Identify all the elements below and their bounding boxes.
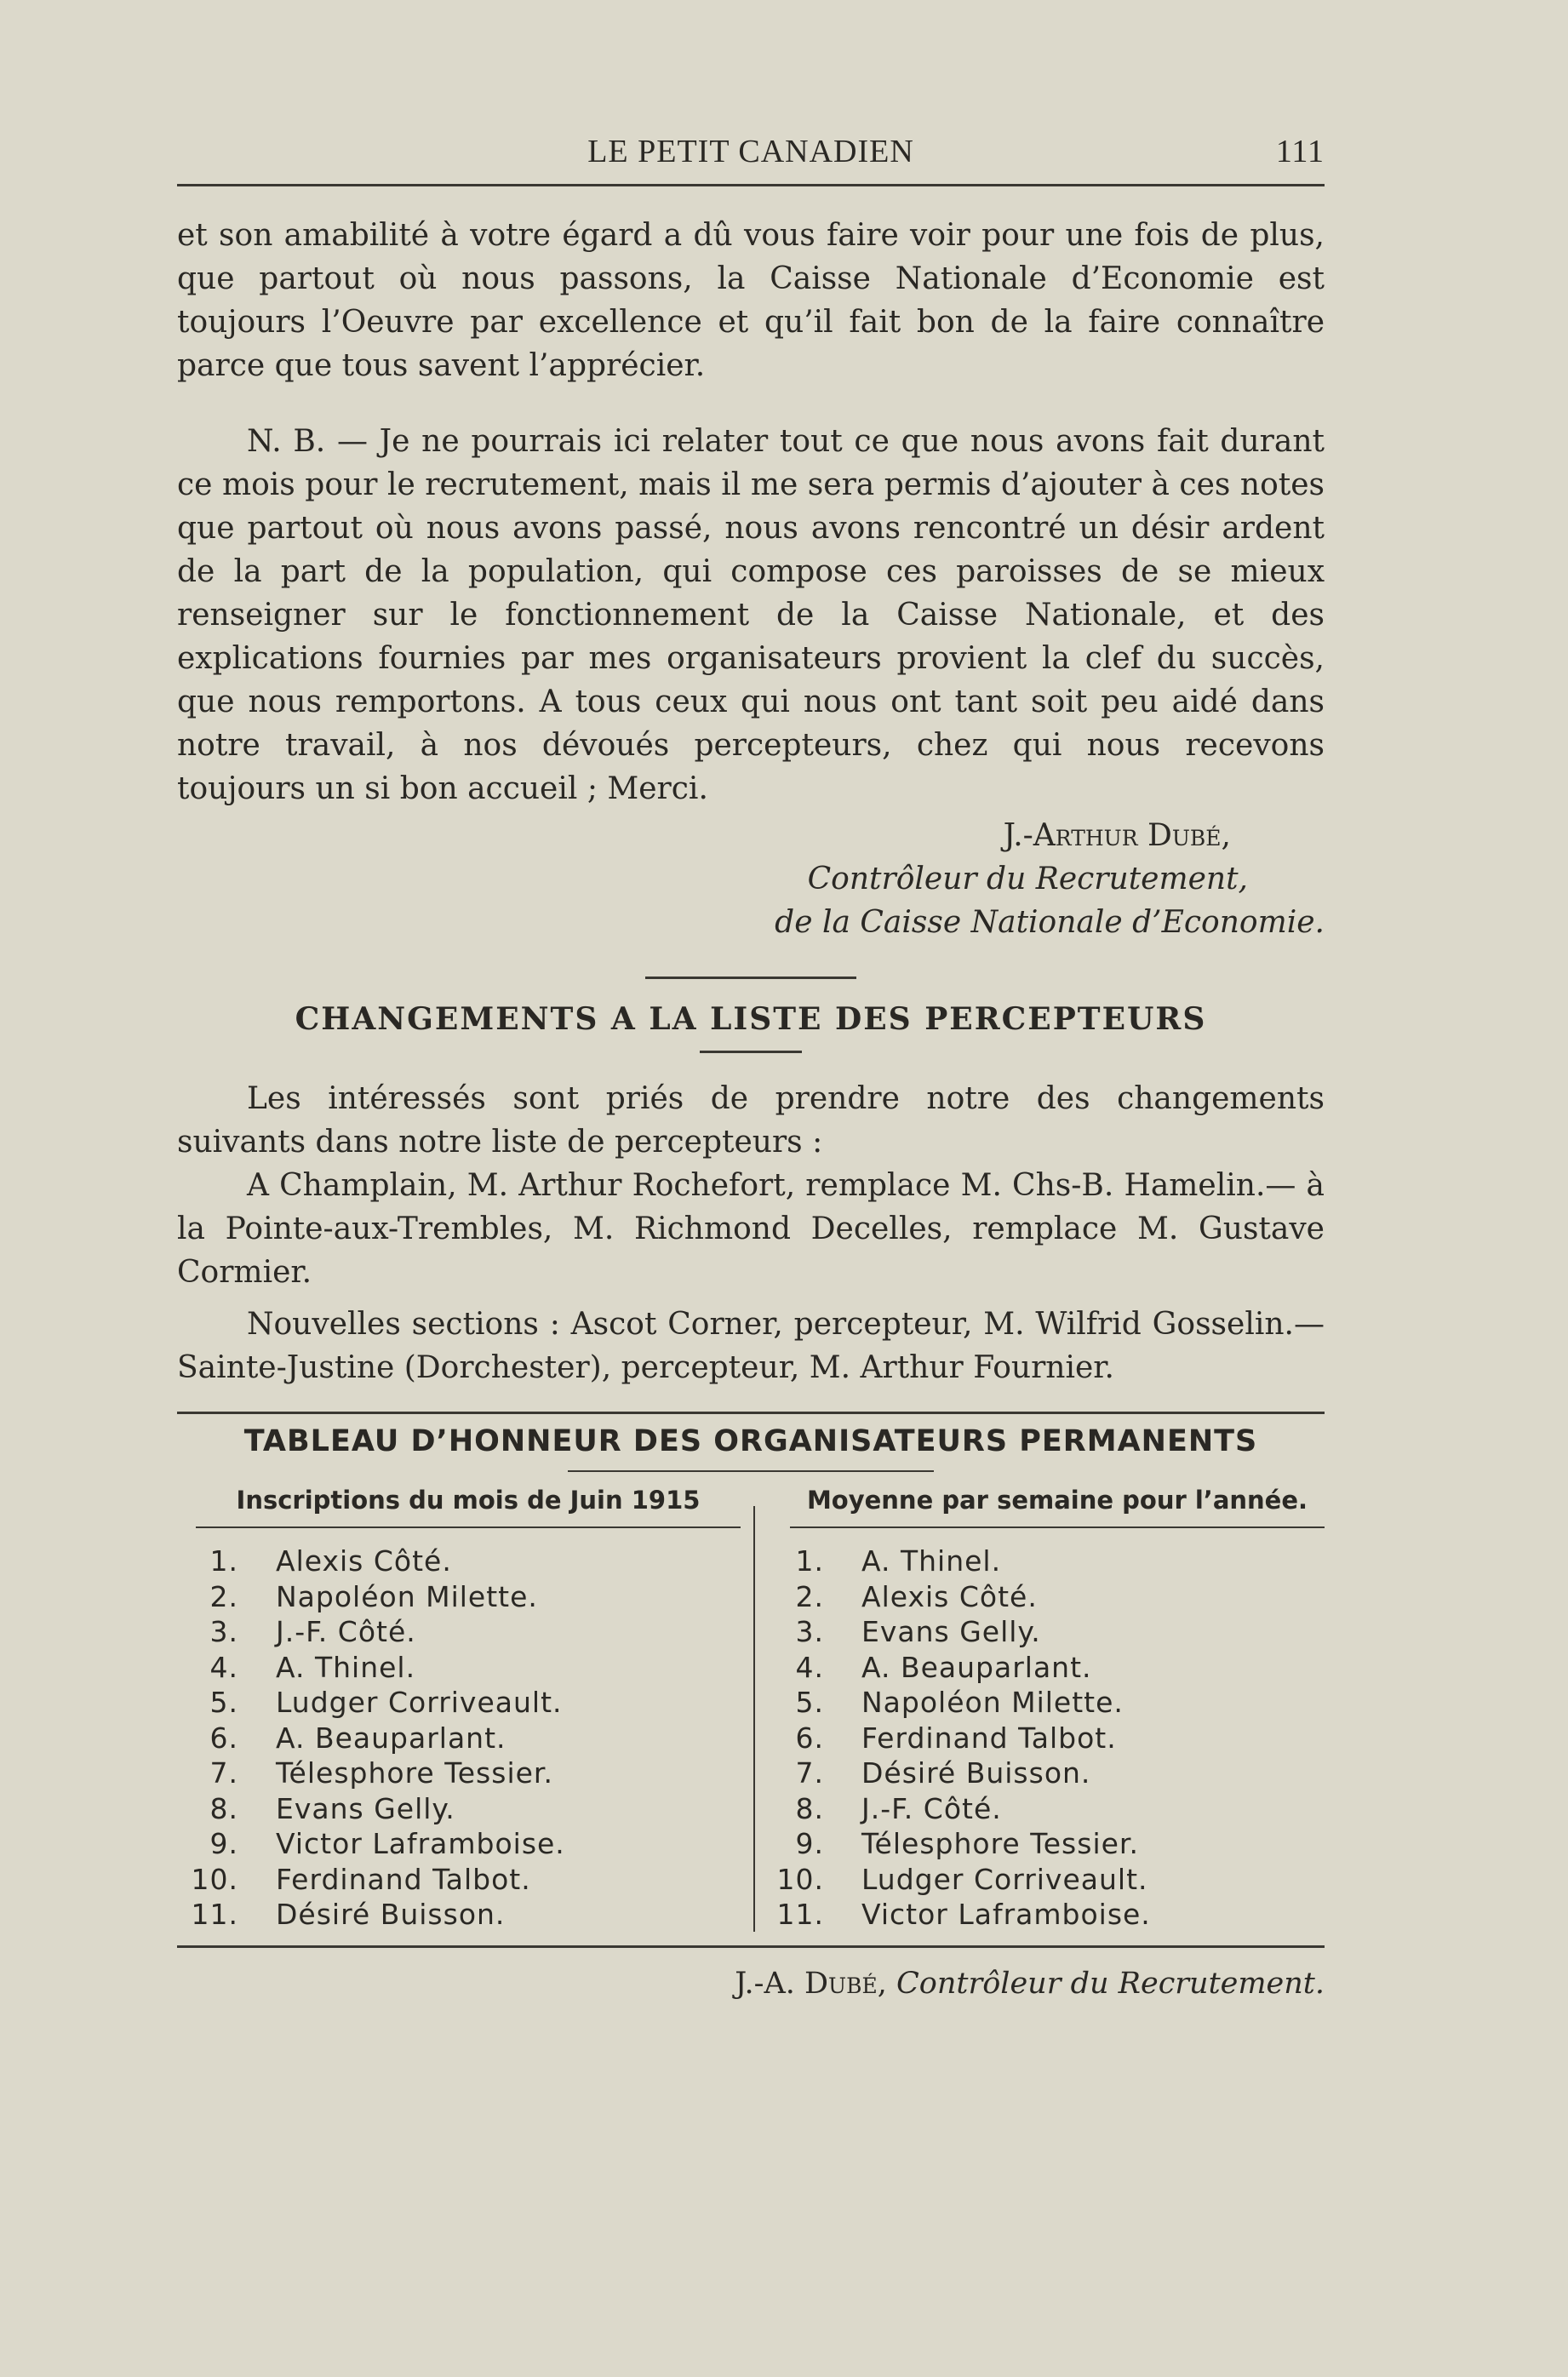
honour-roll-heading: TABLEAU D’HONNEUR DES ORGANISATEURS PERMANENTS: [243, 1424, 1258, 1458]
rank-number: 9.: [209, 1827, 238, 1860]
list-item: [773, 1614, 1325, 1650]
list-item: [773, 1579, 1325, 1615]
running-head: [177, 128, 1325, 179]
rank-number: 4.: [209, 1650, 238, 1684]
rank-number: 3.: [795, 1615, 824, 1648]
organiser-name: Télesphore Tessier.: [276, 1756, 553, 1790]
list-item: [177, 1826, 747, 1862]
list-item: [773, 1721, 1325, 1756]
changes-paragraph-2: A Champlain, M. Arthur Rochefort, remplace M. Chs-B. Hamelin.— à la Pointe-aux-Trembles, M. Richmond Decelles, remplace M. Gustave Cormier.: [177, 1168, 1325, 1290]
rank-number: 4.: [795, 1650, 824, 1684]
list-item: [773, 1862, 1325, 1898]
table-signature: [177, 1967, 1325, 2001]
rank-number: 9.: [795, 1827, 824, 1860]
organiser-name: Alexis Côté.: [276, 1544, 452, 1578]
signature-block: [177, 814, 1325, 944]
changes-paragraph-1: Les intéressés sont priés de prendre notre des changements suivants dans notre liste de percepteurs :: [177, 1081, 1325, 1160]
list-item: [773, 1756, 1325, 1791]
list-item: [773, 1544, 1325, 1579]
list-item: [773, 1791, 1325, 1827]
list-item: [177, 1650, 747, 1686]
heading-underline: [700, 1051, 802, 1053]
monthly-column-heading: Inscriptions du mois de Juin 1915: [196, 1486, 741, 1528]
rank-number: 8.: [209, 1791, 238, 1825]
list-item: [773, 1685, 1325, 1721]
rank-number: 1.: [795, 1544, 824, 1578]
honour-heading-underline: [568, 1470, 934, 1472]
rank-number: 10.: [191, 1862, 238, 1896]
organiser-name: Désiré Buisson.: [861, 1756, 1091, 1790]
list-item: [177, 1579, 747, 1615]
changes-heading: CHANGEMENTS A LA LISTE DES PERCEPTEURS: [295, 1001, 1207, 1037]
organiser-name: A. Beauparlant.: [861, 1650, 1092, 1684]
section-divider: [645, 977, 856, 979]
weekly-average-column: [773, 1486, 1325, 1933]
organiser-name: Ludger Corriveault.: [861, 1862, 1148, 1896]
list-item: [177, 1862, 747, 1898]
list-item: [177, 1685, 747, 1721]
list-item: [177, 1721, 747, 1756]
weekly-column-heading: Moyenne par semaine pour l’année.: [790, 1486, 1325, 1528]
organiser-name: A. Beauparlant.: [276, 1721, 506, 1755]
monthly-column: [177, 1486, 747, 1933]
column-divider: [753, 1506, 755, 1932]
rank-number: 7.: [209, 1756, 238, 1790]
list-item: [177, 1756, 747, 1791]
rank-number: 8.: [795, 1791, 824, 1825]
list-item: [177, 1897, 747, 1933]
list-item: [177, 1614, 747, 1650]
organiser-name: Télesphore Tessier.: [861, 1827, 1139, 1860]
table-bottom-rule: [177, 1945, 1325, 1948]
signature-title: Contrôleur du Recrutement,: [807, 862, 1248, 896]
rank-number: 10.: [776, 1862, 824, 1896]
weekly-list: [773, 1544, 1325, 1933]
organiser-name: Evans Gelly.: [861, 1615, 1041, 1648]
list-item: [177, 1544, 747, 1579]
list-item: [773, 1897, 1325, 1933]
rank-number: 7.: [795, 1756, 824, 1790]
rank-number: 3.: [209, 1615, 238, 1648]
signature-name: J.-Arthur Dubé,: [1003, 818, 1231, 853]
organiser-name: Victor Laframboise.: [861, 1898, 1151, 1931]
organiser-name: Napoléon Milette.: [861, 1686, 1124, 1719]
organiser-name: Ferdinand Talbot.: [276, 1862, 531, 1896]
body-paragraph-1: et son amabilité à votre égard a dû vous faire voir pour une fois de plus, que partout où nous passons, la Caisse Nationale d’Economie est toujours l’Oeuvre par excellence et qu’il fait bon de la faire connaître parce que tous savent l’apprécier.: [177, 218, 1325, 383]
rank-number: 2.: [795, 1579, 824, 1613]
table-signature-title: Contrôleur du Recrutement.: [896, 1967, 1325, 2001]
organiser-name: J.-F. Côté.: [861, 1791, 1002, 1825]
organiser-name: Napoléon Milette.: [276, 1579, 538, 1613]
organiser-name: Désiré Buisson.: [276, 1898, 506, 1931]
monthly-list: [177, 1544, 747, 1933]
table-top-rule: [177, 1412, 1325, 1414]
organiser-name: A. Thinel.: [276, 1650, 416, 1684]
changes-paragraph-3: Nouvelles sections : Ascot Corner, percepteur, M. Wilfrid Gosselin.— Sainte-Justine (Dorchester), percepteur, M. Arthur Fournier.: [177, 1307, 1325, 1385]
organiser-name: Victor Laframboise.: [276, 1827, 565, 1860]
organiser-name: Ludger Corriveault.: [276, 1686, 563, 1719]
organiser-name: Alexis Côté.: [861, 1579, 1038, 1613]
rank-number: 11.: [776, 1898, 824, 1931]
table-signature-name: J.-A. Dubé,: [735, 1967, 887, 2001]
rank-number: 6.: [795, 1721, 824, 1755]
rank-number: 11.: [191, 1898, 238, 1931]
rank-number: 5.: [795, 1686, 824, 1719]
journal-title: LE PETIT CANADIEN: [587, 134, 914, 169]
body-paragraph-2: N. B. — Je ne pourrais ici relater tout ce que nous avons fait durant ce mois pour le recrutement, mais il me sera permis d’ajouter à ces notes que partout où nous avons passé, nous avons rencontré un désir ardent de la part de la population, qui compose ces paroisses de se mieux renseigner sur le fonctionnement de la Caisse Nationale, et des explications fournies par mes organisateurs provient la clef du succès, que nous remportons. A tous ceux qui nous ont tant soit peu aidé dans notre travail, à nos dévoués percepteurs, chez qui nous recevons toujours un si bon accueil ; Merci.: [177, 424, 1325, 806]
organiser-name: J.-F. Côté.: [276, 1615, 416, 1648]
text-column: [177, 128, 1325, 2001]
organiser-name: Ferdinand Talbot.: [861, 1721, 1117, 1755]
page-number: 111: [1275, 134, 1325, 169]
organiser-name: A. Thinel.: [861, 1544, 1002, 1578]
list-item: [773, 1650, 1325, 1686]
header-rule: [177, 184, 1325, 186]
list-item: [177, 1791, 747, 1827]
list-item: [773, 1826, 1325, 1862]
rank-number: 6.: [209, 1721, 238, 1755]
signature-organisation: de la Caisse Nationale d’Economie.: [775, 905, 1325, 940]
rank-number: 2.: [209, 1579, 238, 1613]
organiser-name: Evans Gelly.: [276, 1791, 455, 1825]
rank-number: 5.: [209, 1686, 238, 1719]
honour-roll-table: [177, 1486, 1325, 1945]
rank-number: 1.: [209, 1544, 238, 1578]
